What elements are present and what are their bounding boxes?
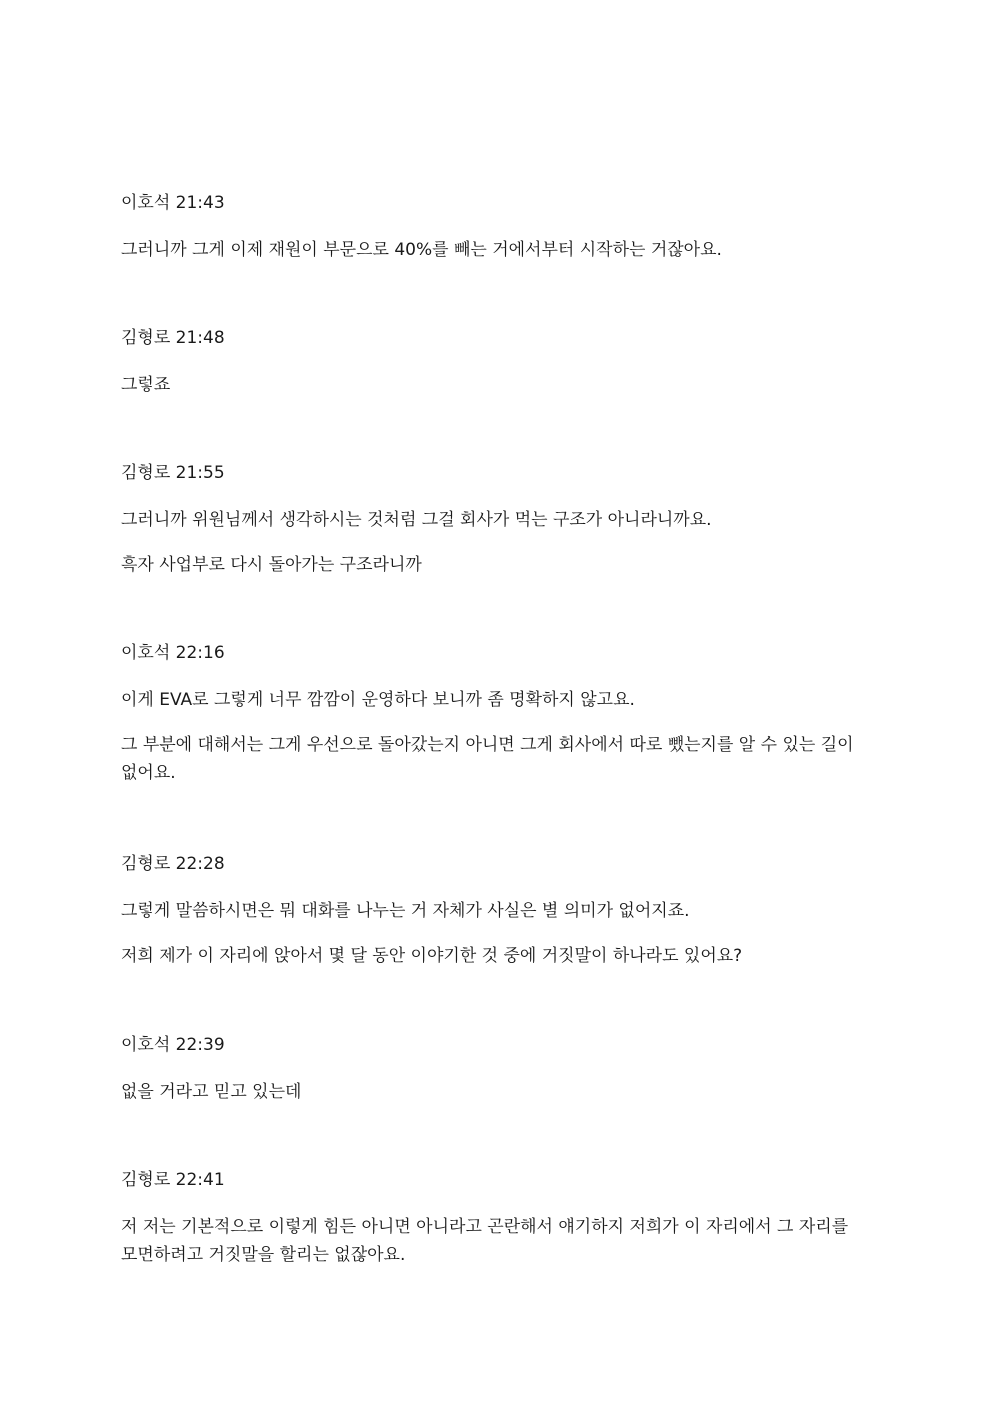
- utterance-line: 그 부분에 대해서는 그게 우선으로 돌아갔는지 아니면 그게 회사에서 따로 뺐는지를 알 수 있는 길이 없어요.: [121, 735, 854, 783]
- utterance-line: 없을 거라고 믿고 있는데: [121, 1082, 302, 1102]
- transcript-entry: [121, 461, 866, 579]
- utterance-line: 그러니까 그게 이제 재원이 부문으로 40%를 빼는 거에서부터 시작하는 거잖아요.: [121, 240, 722, 260]
- transcript-entry: [121, 852, 866, 970]
- utterance-line: 그러니까 위원님께서 생각하시는 것처럼 그걸 회사가 먹는 구조가 아니라니까요.: [121, 510, 712, 530]
- utterance-line: 저희 제가 이 자리에 앉아서 몇 달 동안 이야기한 것 중에 거짓말이 하나라도 있어요?: [121, 946, 743, 966]
- transcript-entry: [121, 641, 866, 787]
- speaker-timestamp: 김형로 22:41: [121, 1170, 225, 1190]
- transcript-entry: [121, 191, 866, 264]
- utterance-line: 흑자 사업부로 다시 돌아가는 구조라니까: [121, 555, 422, 575]
- speaker-timestamp: 이호석 22:16: [121, 643, 225, 663]
- utterance-line: 그렇죠: [121, 375, 171, 395]
- speaker-timestamp: 김형로 21:48: [121, 328, 225, 348]
- utterance-line: 이게 EVA로 그렇게 너무 깜깜이 운영하다 보니까 좀 명확하지 않고요.: [121, 690, 635, 710]
- transcript-entry: [121, 1168, 866, 1269]
- transcript-entry: [121, 326, 866, 399]
- speaker-timestamp: 김형로 21:55: [121, 463, 225, 483]
- transcript-entry: [121, 1033, 866, 1106]
- utterance-line: 그렇게 말씀하시면은 뭐 대화를 나누는 거 자체가 사실은 별 의미가 없어지죠.: [121, 901, 690, 921]
- speaker-timestamp: 김형로 22:28: [121, 854, 225, 874]
- utterance-line: 저 저는 기본적으로 이렇게 힘든 아니면 아니라고 곤란해서 얘기하지 저희가 이 자리에서 그 자리를 모면하려고 거짓말을 할리는 없잖아요.: [121, 1217, 849, 1265]
- speaker-timestamp: 이호석 22:39: [121, 1035, 225, 1055]
- speaker-timestamp: 이호석 21:43: [121, 193, 225, 213]
